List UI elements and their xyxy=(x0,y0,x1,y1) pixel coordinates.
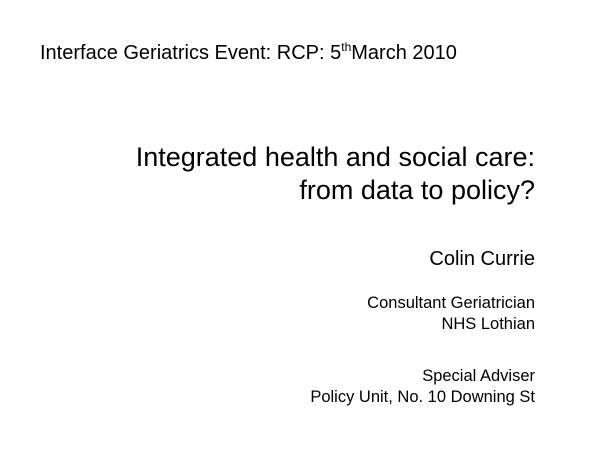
event-line xyxy=(40,41,457,65)
event-prefix: Interface Geriatrics Event: RCP: 5 xyxy=(40,42,342,64)
title-line-2: from data to policy? xyxy=(299,175,535,205)
affiliation-organisation-1: NHS Lothian xyxy=(441,315,535,333)
affiliation-block-1 xyxy=(367,293,535,335)
affiliation-block-2 xyxy=(310,366,535,408)
title-line-1: Integrated health and social care: xyxy=(135,142,535,172)
presentation-title xyxy=(136,141,535,207)
date-ordinal-suffix: th xyxy=(341,40,352,54)
affiliation-position-2: Special Adviser xyxy=(422,367,535,385)
author-name: Colin Currie xyxy=(429,248,535,270)
affiliation-organisation-2: Policy Unit, No. 10 Downing St xyxy=(310,388,535,406)
event-suffix: March 2010 xyxy=(351,42,457,64)
affiliation-position-1: Consultant Geriatrician xyxy=(367,294,535,312)
